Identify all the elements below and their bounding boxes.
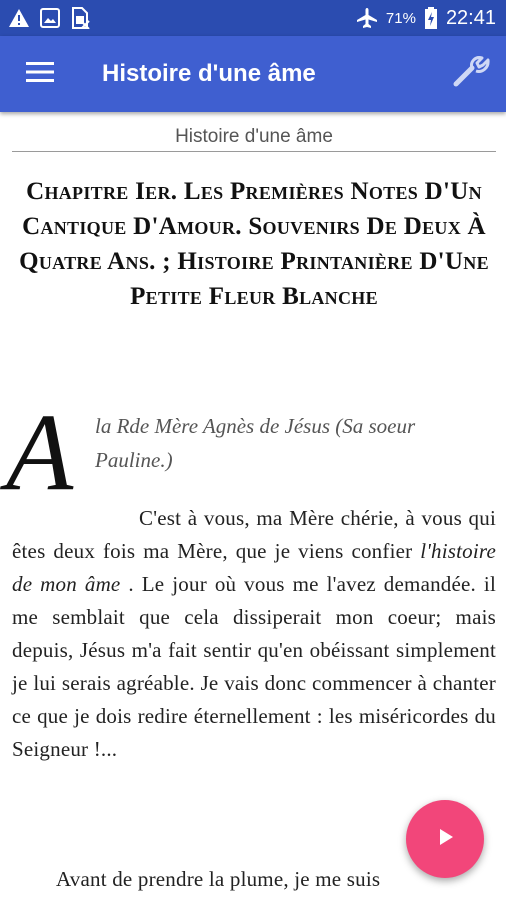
status-system [356,7,496,30]
paragraph-1-text-b: . Le jour où vous me l'avez demandée. il me semblait que cela dissiperait mon coeur; mais depuis, Jésus m'a fait sentir qu'en obéissant simplement je lui serais agréable. Je vais donc commencer à chanter ce que je dois redire éternellement : les miséricordes du Seigneur !... [12,572,496,761]
drop-cap: A [6,391,74,513]
header-divider [12,151,496,152]
play-icon [435,827,455,852]
app-toolbar [0,36,506,112]
toolbar-title: Histoire d'une âme [102,60,316,87]
paragraph-1-text-a: C'est à vous, ma Mère chérie, à vous qui êtes deux fois ma Mère, que je viens confier [12,506,496,563]
wrench-icon [450,52,490,97]
settings-button[interactable] [450,54,490,94]
battery-percentage: 71% [385,9,416,27]
paragraph-1-emphasis: l'histoire de mon âme [12,539,496,596]
image-icon [40,8,60,28]
status-clock: 22:41 [445,6,496,29]
dedication-text: la Rde Mère Agnès de Jésus (Sa soeur Pauline.) [95,414,416,472]
chapter-title: Chapitre Ier. Les Premières Notes D'Un Cantique D'Amour. Souvenirs De Deux À Quatre Ans. ; Histoire Printanière D'Une Petite Fleur Blanche [19,178,489,310]
menu-button[interactable] [0,36,80,112]
status-notifications [8,7,90,29]
sim-card-off-icon [70,7,90,29]
book-header: Histoire d'une âme [175,126,333,147]
paragraph-1 [12,502,496,766]
warning-icon [8,8,30,28]
reader-content[interactable] [0,112,506,900]
hamburger-menu-icon [26,61,54,88]
battery-charging-icon [424,7,438,29]
paragraph-2: Avant de prendre la plume, je me suis [56,867,381,891]
status-bar [0,0,506,36]
play-button[interactable] [406,800,484,878]
airplane-mode-icon [356,7,378,29]
